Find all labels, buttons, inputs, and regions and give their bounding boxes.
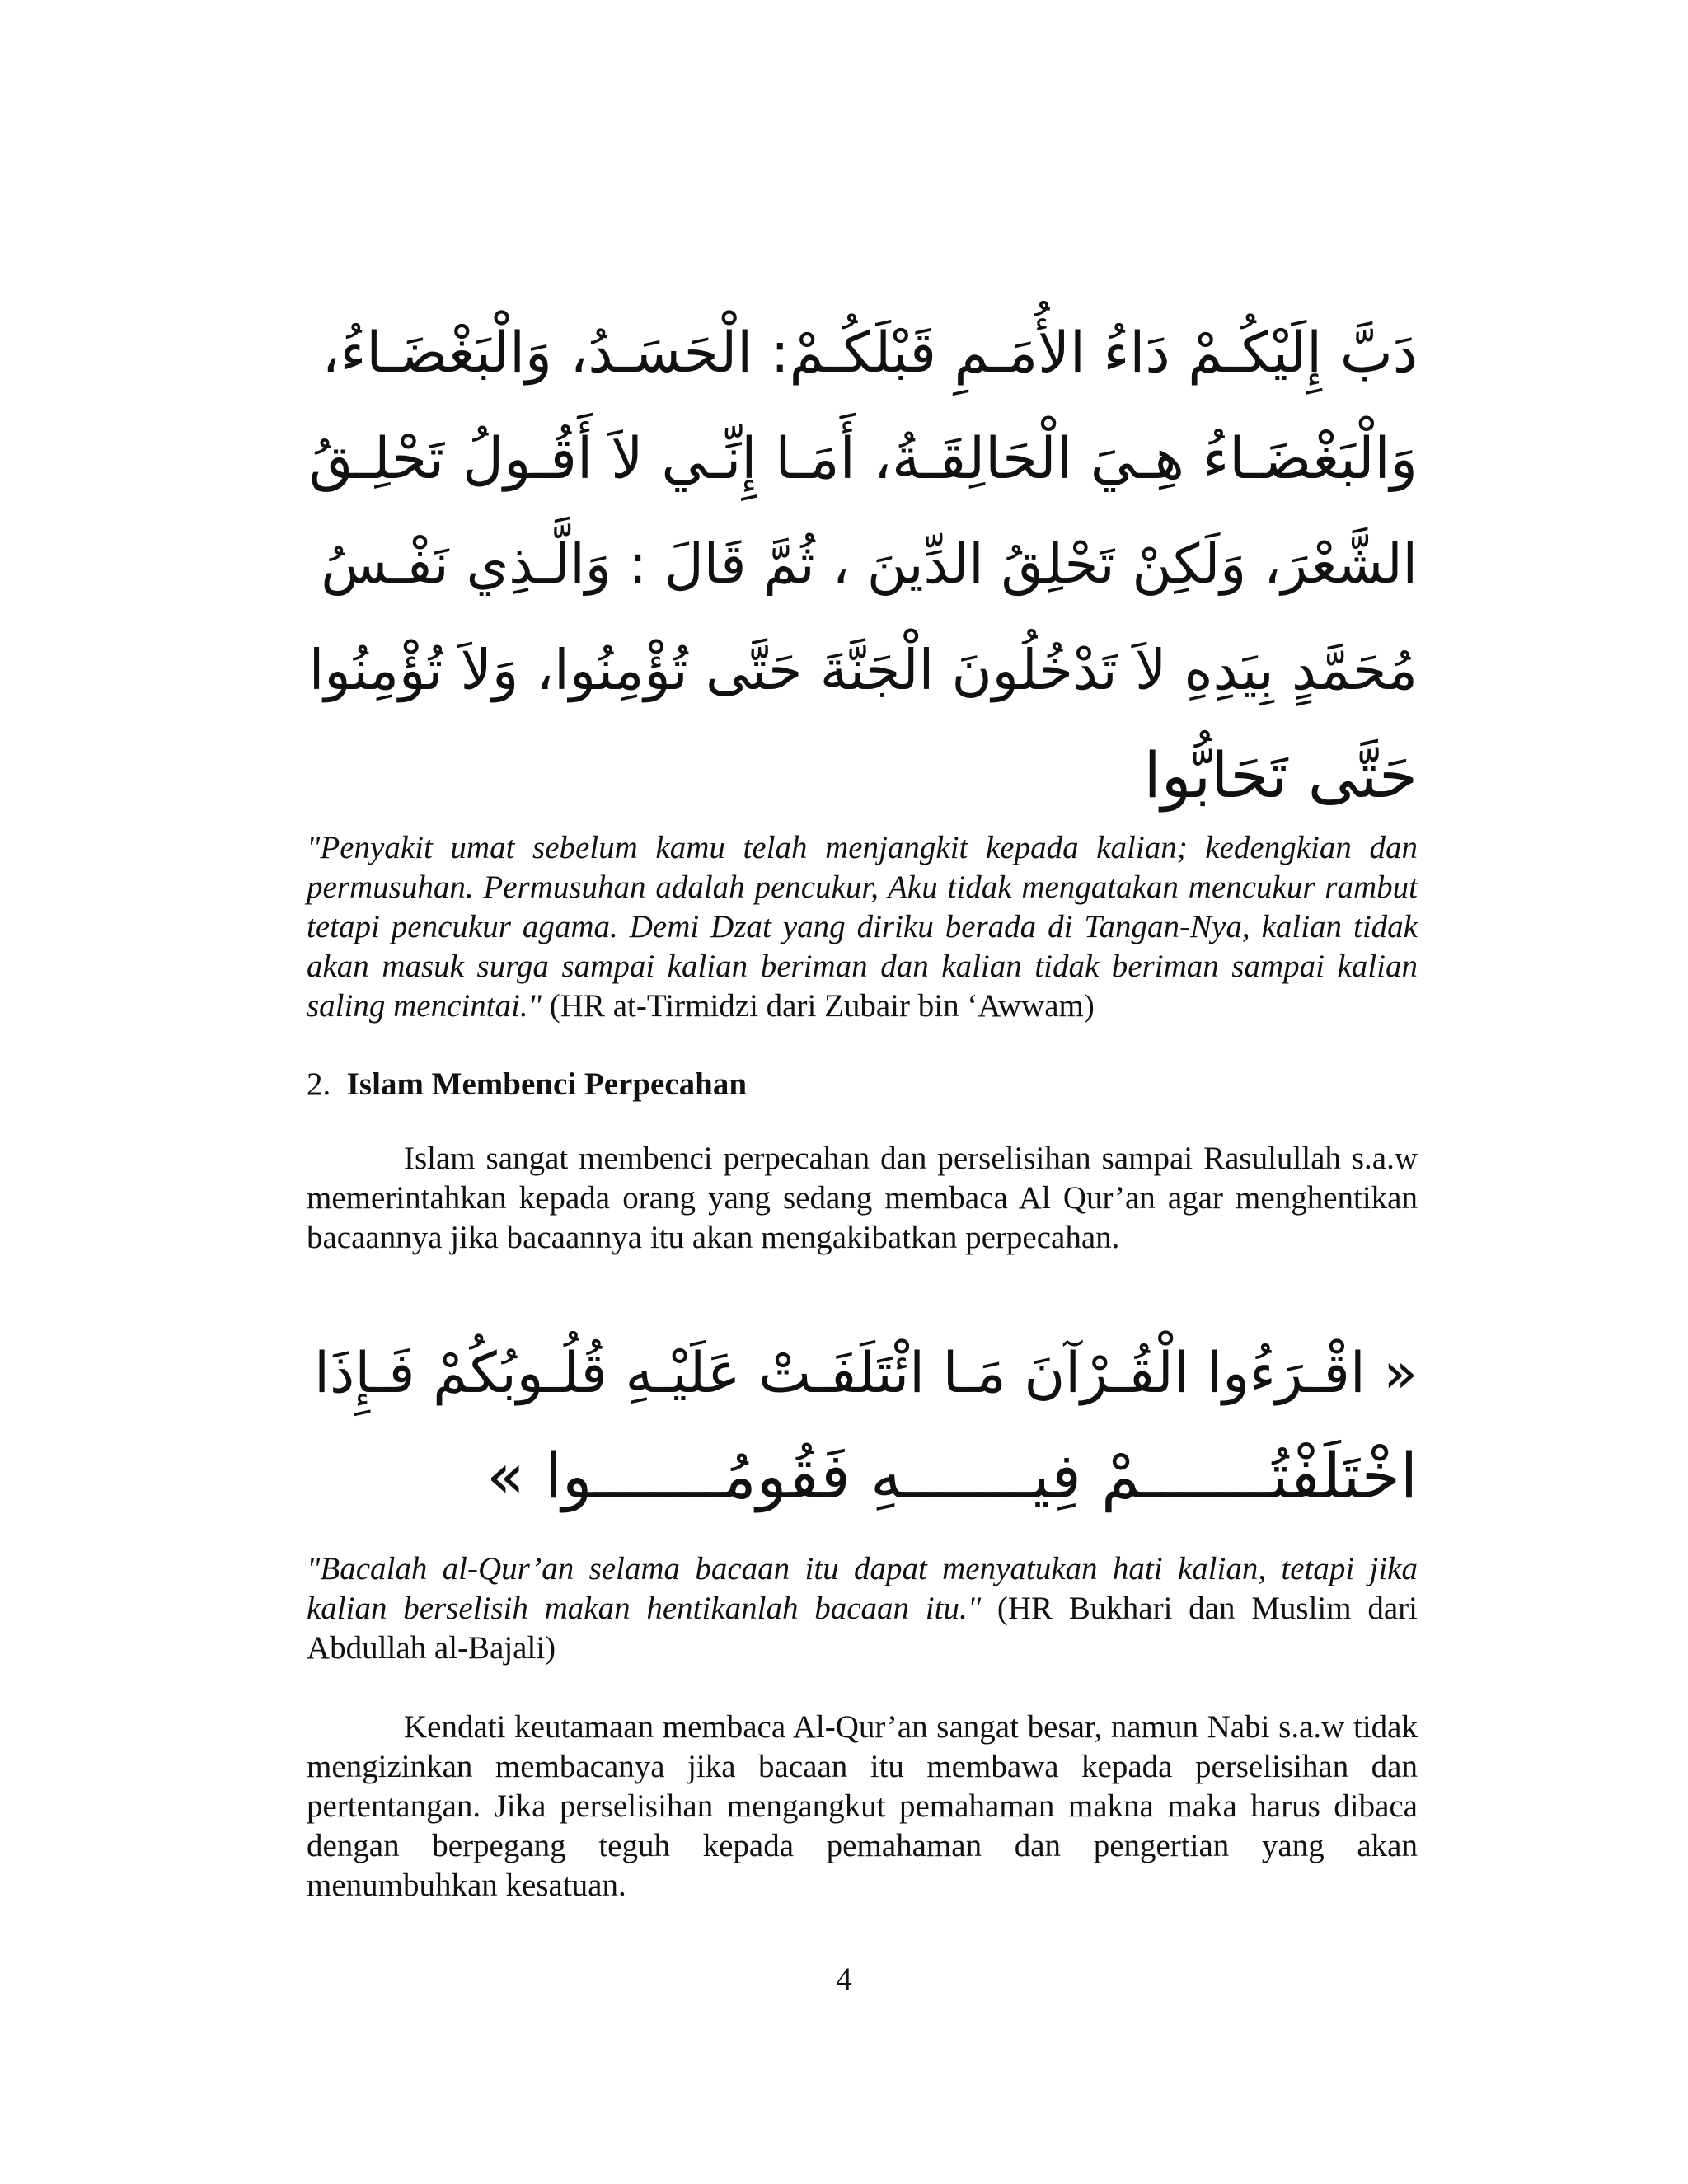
arabic-line: الشَّعْرَ، وَلَكِنْ تَحْلِقُ الدِّينَ ، ثُمَّ قَالَ : وَالَّـذِي نَفْـسُ	[321, 532, 1418, 596]
page-number: 4	[836, 1961, 852, 1997]
arabic-line: دَبَّ إِلَيْكُـمْ دَاءُ الأُمَـمِ قَبْلَكُـمْ: الْحَسَـدُ، وَالْبَغْضَـاءُ،	[321, 321, 1418, 386]
body-paragraph: Kendati keutamaan membaca Al-Qur’an sangat besar, namun Nabi s.a.w tidak mengizinkan membacanya jika bacaan itu membawa kepada perselisihan dan pertentangan. Jika perselisihan mengangkut pemahaman makna maka harus dibaca dengan berpegang teguh kepada pemahaman dan pengertian yang akan menumbuhkan kesatuan.	[307, 1709, 1418, 1903]
translation-text: "Bacalah al-Qur’an selama bacaan itu dapat menyatukan hati kalian, tetapi jika kalian berselisih makan hentikanlah bacaan itu."	[307, 1551, 1418, 1626]
hadith-source: (HR Bukhari dan Muslim dari Abdullah al-Bajali)	[307, 1591, 1418, 1666]
arabic-line: حَتَّى تَحَابُّوا	[1143, 738, 1418, 812]
translation-text: "Penyakit umat sebelum kamu telah menjangkit kepada kalian; kedengkian dan permusuhan. Permusuhan adalah pencukur, Aku tidak mengatakan mencukur rambut tetapi pencukur agama. Demi Dzat yang diriku berada di Tangan-Nya, kalian tidak akan masuk surga sampai kalian beriman dan kalian tidak beriman sampai kalian saling mencintai."	[307, 830, 1418, 1024]
arabic-line: اخْتَلَفْتُـــــــمْ فِيـــــــهِ فَقُومُـــــــوا »	[486, 1439, 1418, 1512]
hadith-2-arabic	[307, 1323, 1418, 1527]
hadith-1-arabic	[307, 301, 1418, 828]
hadith-source: (HR at-Tirmidzi dari Zubair bin ‘Awwam)	[542, 988, 1095, 1024]
section-heading	[307, 1065, 1418, 1104]
body-paragraph: Islam sangat membenci perpecahan dan perselisihan sampai Rasulullah s.a.w memerintahkan kepada orang yang sedang membaca Al Qur’an agar menghentikan bacaannya jika bacaannya itu akan mengakibatkan perpecahan.	[307, 1141, 1418, 1255]
section-number: 2.	[307, 1066, 331, 1102]
arabic-line: « اقْـرَءُوا الْقُـرْآنَ مَـا ائْتَلَفَـتْ عَلَيْـهِ قُلُـوبُكُمْ فَـإِذَا	[314, 1341, 1418, 1406]
hadith-2-translation	[307, 1549, 1418, 1668]
arabic-line: وَالْبَغْضَـاءُ هِـيَ الْحَالِقَـةُ، أَمَـا إِنِّـي لاَ أَقُـولُ تَحْلِـقُ	[308, 426, 1418, 492]
section-title: Islam Membenci Perpecahan	[346, 1066, 748, 1102]
arabic-line: مُحَمَّدٍ بِيَدِهِ لاَ تَدْخُلُونَ الْجَنَّةَ حَتَّى تُؤْمِنُوا، وَلاَ تُؤْمِنُوا	[308, 638, 1418, 702]
hadith-1-translation	[307, 828, 1418, 1026]
